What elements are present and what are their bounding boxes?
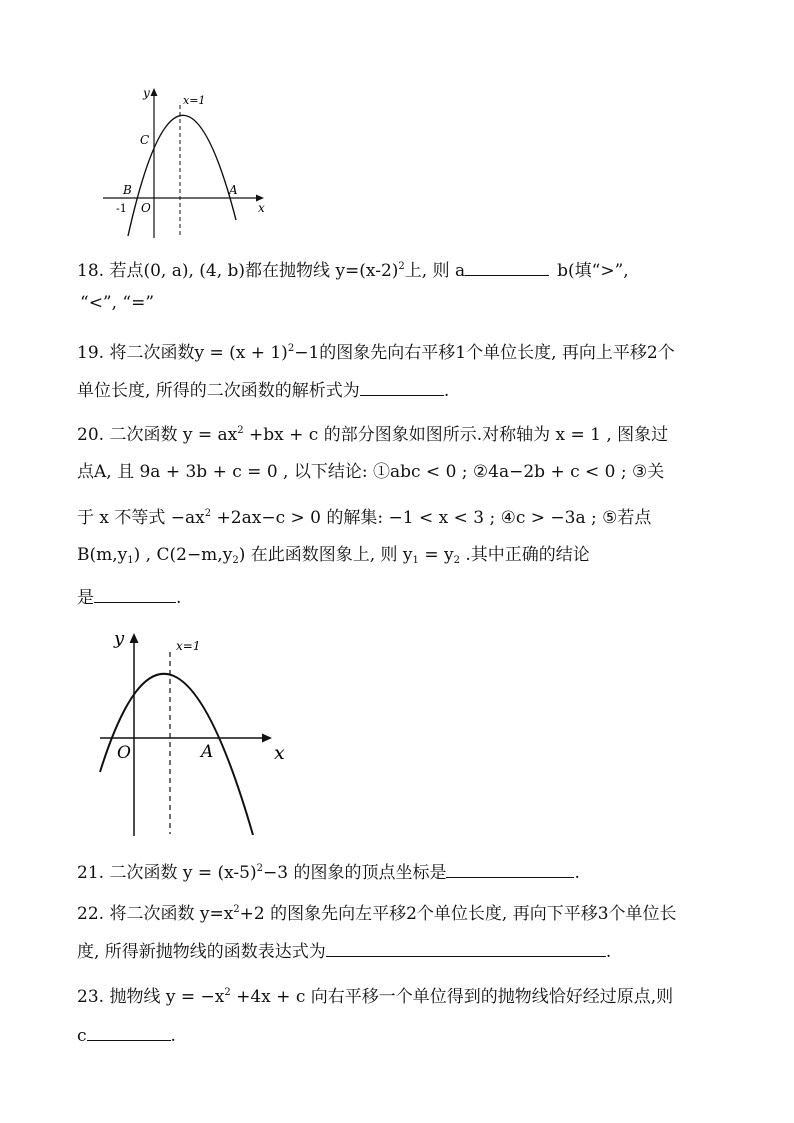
q23-text-d: . [170,1026,176,1046]
q22-text-b: +2 的图象先向左平移2个单位长度, 再向下平移3个单位长 [239,904,677,924]
q21-sup: 2 [256,863,263,874]
fig1-tick-neg1: -1 [116,202,127,215]
q22-text-c: 度, 所得新抛物线的函数表达式为 [77,942,326,962]
q21-text-b: −3 的图象的顶点坐标是 [263,863,447,883]
q18-text-d: “<”, “=” [80,293,155,313]
q18-answer-blank[interactable] [465,259,549,276]
q23-answer-blank[interactable] [87,1024,171,1041]
q20-l5-end: . [176,588,182,608]
q20-l2: 点A, 且 9a + 3b + c = 0 , 以下结论: ①abc < 0 ; ②4a−2b + c < 0 ; ③关 [77,462,665,482]
question-20-line-3 [77,503,651,529]
q21-text-c: . [574,863,580,883]
q19-text-b: −1的图象先向右平移1个单位长度, 再向上平移2个 [294,343,675,363]
fig1-point-a-label: A [229,183,238,197]
q20-l4-b: ) , C(2−m,y [133,545,233,565]
q22-text-a: 22. 将二次函数 y=x [77,904,234,924]
fig2-y-label: y [114,628,125,649]
question-18-line-2 [80,292,154,314]
question-18-line-1 [77,256,629,282]
question-20-line-2 [77,461,664,483]
q20-l1-b: +bx + c 的部分图象如图所示.对称轴为 x = 1 , 图象过 [243,425,669,445]
fig1-point-b-label: B [123,183,132,197]
q23-text-b: +4x + c 向右平移一个单位得到的抛物线恰好经过原点,则 [230,987,674,1007]
fig2-origin-label: O [117,743,131,763]
q19-answer-blank[interactable] [360,379,444,396]
q19-text-d: . [443,381,450,401]
q20-l1-a: 20. 二次函数 y = ax [77,425,238,445]
question-20-line-4 [77,544,590,572]
figure-1-graphics [103,86,265,238]
q20-l4-c: ) 在此函数图象上, 则 y [238,545,413,565]
fig1-y-label: y [143,86,150,100]
fig2-x-arrow [262,734,272,743]
q19-sup: 2 [287,343,295,354]
q21-text-a: 21. 二次函数 y = (x-5) [77,863,257,883]
q20-l4-a: B(m,y [77,545,128,565]
q22-text-d: . [605,942,612,962]
fig2-point-a-label: A [201,742,214,762]
q23-text-a: 23. 抛物线 y = −x [77,987,225,1007]
fig2-sym-label: x=1 [176,639,201,653]
q20-l4-sub3: 1 [412,555,419,566]
q20-l3-sup: 2 [204,508,212,519]
q19-text-c: 单位长度, 所得的二次函数的解析式为 [77,381,360,401]
question-22-line-2 [77,940,611,963]
q18-text-b: 上, 则 a [404,261,466,281]
question-19-line-2 [77,379,449,402]
question-20-line-1 [77,420,668,446]
q18-text-a: 18. 若点(0, a), (4, b)都在抛物线 y=(x-2) [77,261,399,281]
q20-l4-d: = y [418,545,454,565]
q22-sup: 2 [233,904,240,915]
q20-l3-a: 于 x 不等式 −ax [77,508,205,528]
q19-text-a: 19. 将二次函数y = (x + 1) [77,343,288,363]
question-23-line-1 [77,982,673,1008]
fig1-sym-label: x=1 [183,94,206,107]
fig2-y-arrow [130,633,139,643]
q20-l4-sub2: 2 [232,555,239,566]
q20-l1-sup: 2 [237,425,244,436]
q23-sup: 2 [224,987,231,998]
figure-2-graphics [100,628,285,836]
fig1-x-label: x [258,201,265,215]
question-21-line-1 [77,858,580,884]
q18-text-c: b(填“>”, [557,261,629,281]
question-20-line-5 [77,586,181,609]
q20-l4-sub4: 2 [453,555,460,566]
fig1-y-arrow [151,88,158,96]
fig1-point-c-label: C [140,133,150,147]
q20-l5: 是 [77,588,94,608]
q20-l3-b: +2ax−c > 0 的解集: −1 < x < 3 ; ④c > −3a ; ⑤若点 [211,508,652,528]
q23-text-c: c [77,1026,87,1046]
q20-l4-e: .其中正确的结论 [459,545,590,565]
q21-answer-blank[interactable] [446,861,574,878]
q20-l4-sub1: 1 [127,555,134,566]
question-19-line-1 [77,338,675,364]
q22-answer-blank[interactable] [326,940,606,957]
question-22-line-1 [77,899,677,925]
question-23-line-2 [77,1024,176,1047]
fig1-origin-label: O [141,201,151,215]
fig2-x-label: x [274,742,285,764]
q20-answer-blank[interactable] [94,586,176,603]
q18-sup: 2 [398,261,405,272]
